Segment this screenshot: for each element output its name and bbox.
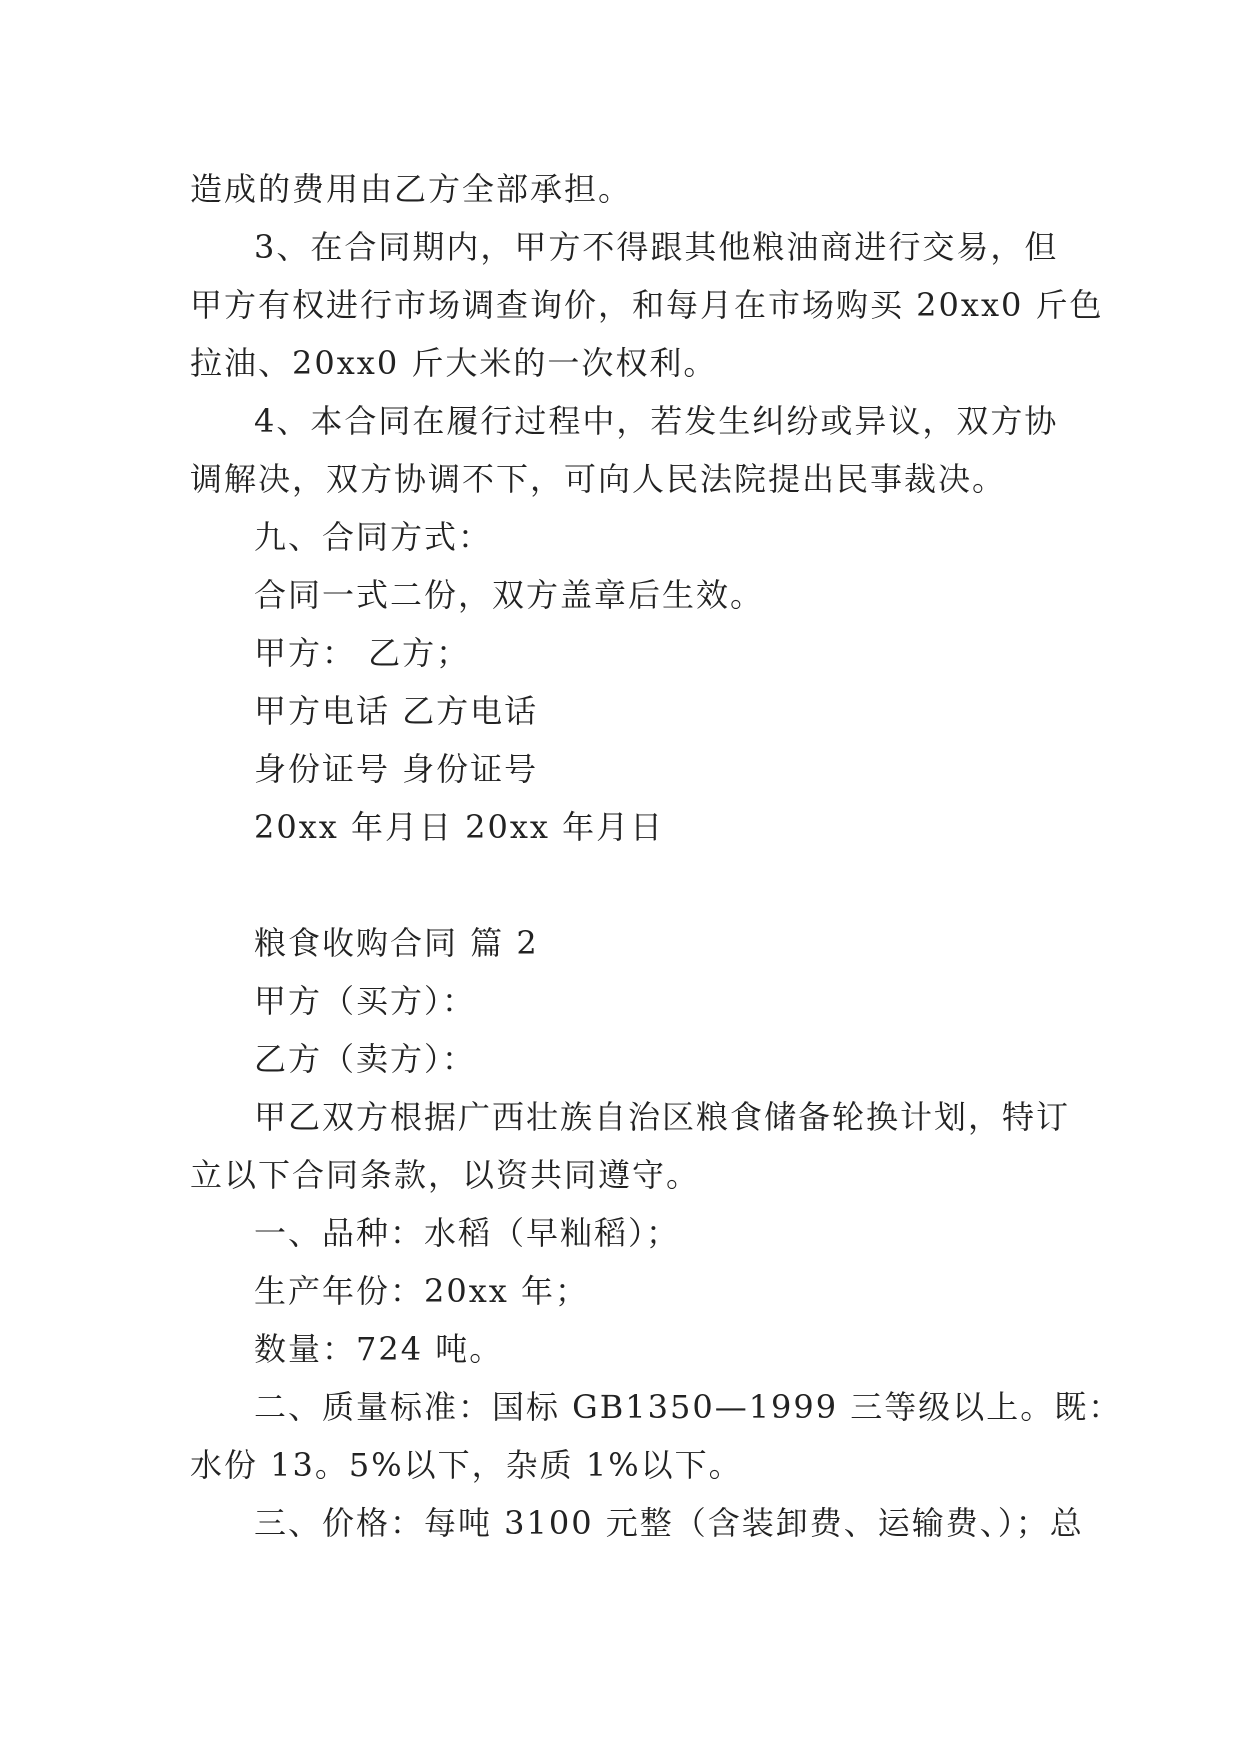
clause-quality: 二、质量标准：国标 GB1350—1999 三等级以上。既： — [254, 1388, 1123, 1426]
paragraph-line: 甲方有权进行市场调查询价，和每月在市场购买 20xx0 斤色 — [190, 286, 1104, 324]
paragraph-line: 立以下合同条款，以资共同遵守。 — [190, 1156, 701, 1194]
paragraph-line: 4、本合同在履行过程中，若发生纠纷或异议，双方协 — [254, 402, 1059, 440]
clause-quantity: 数量：724 吨。 — [254, 1330, 504, 1368]
paragraph-line: 甲乙双方根据广西壮族自治区粮食储备轮换计划，特订 — [254, 1098, 1071, 1136]
paragraph-line: 3、在合同期内，甲方不得跟其他粮油商进行交易，但 — [254, 228, 1059, 266]
clause-year: 生产年份：20xx 年； — [254, 1272, 589, 1310]
signature-dates: 20xx 年月日 20xx 年月日 — [254, 808, 665, 846]
paragraph-line: 造成的费用由乙方全部承担。 — [190, 170, 633, 208]
document-title: 粮食收购合同 篇 2 — [254, 924, 539, 962]
section-heading: 九、合同方式： — [254, 518, 493, 556]
party-seller: 乙方（卖方）： — [254, 1040, 477, 1078]
paragraph-line: 调解决，双方协调不下，可向人民法院提出民事裁决。 — [190, 460, 1007, 498]
party-buyer: 甲方（买方）： — [254, 982, 477, 1020]
signature-phones: 甲方电话 乙方电话 — [254, 692, 539, 730]
paragraph-line: 水份 13。5%以下，杂质 1%以下。 — [190, 1446, 743, 1484]
paragraph-line: 合同一式二份，双方盖章后生效。 — [254, 576, 765, 614]
document-body — [190, 160, 1123, 1552]
clause-variety: 一、品种：水稻（早籼稻）； — [254, 1214, 681, 1252]
signature-parties: 甲方： 乙方； — [254, 634, 471, 672]
section-spacer — [190, 856, 1050, 914]
clause-price: 三、价格：每吨 3100 元整（含装卸费、运输费、）；总 — [254, 1504, 1084, 1542]
signature-id-numbers: 身份证号 身份证号 — [254, 750, 539, 788]
paragraph-line: 拉油、20xx0 斤大米的一次权利。 — [190, 344, 718, 382]
